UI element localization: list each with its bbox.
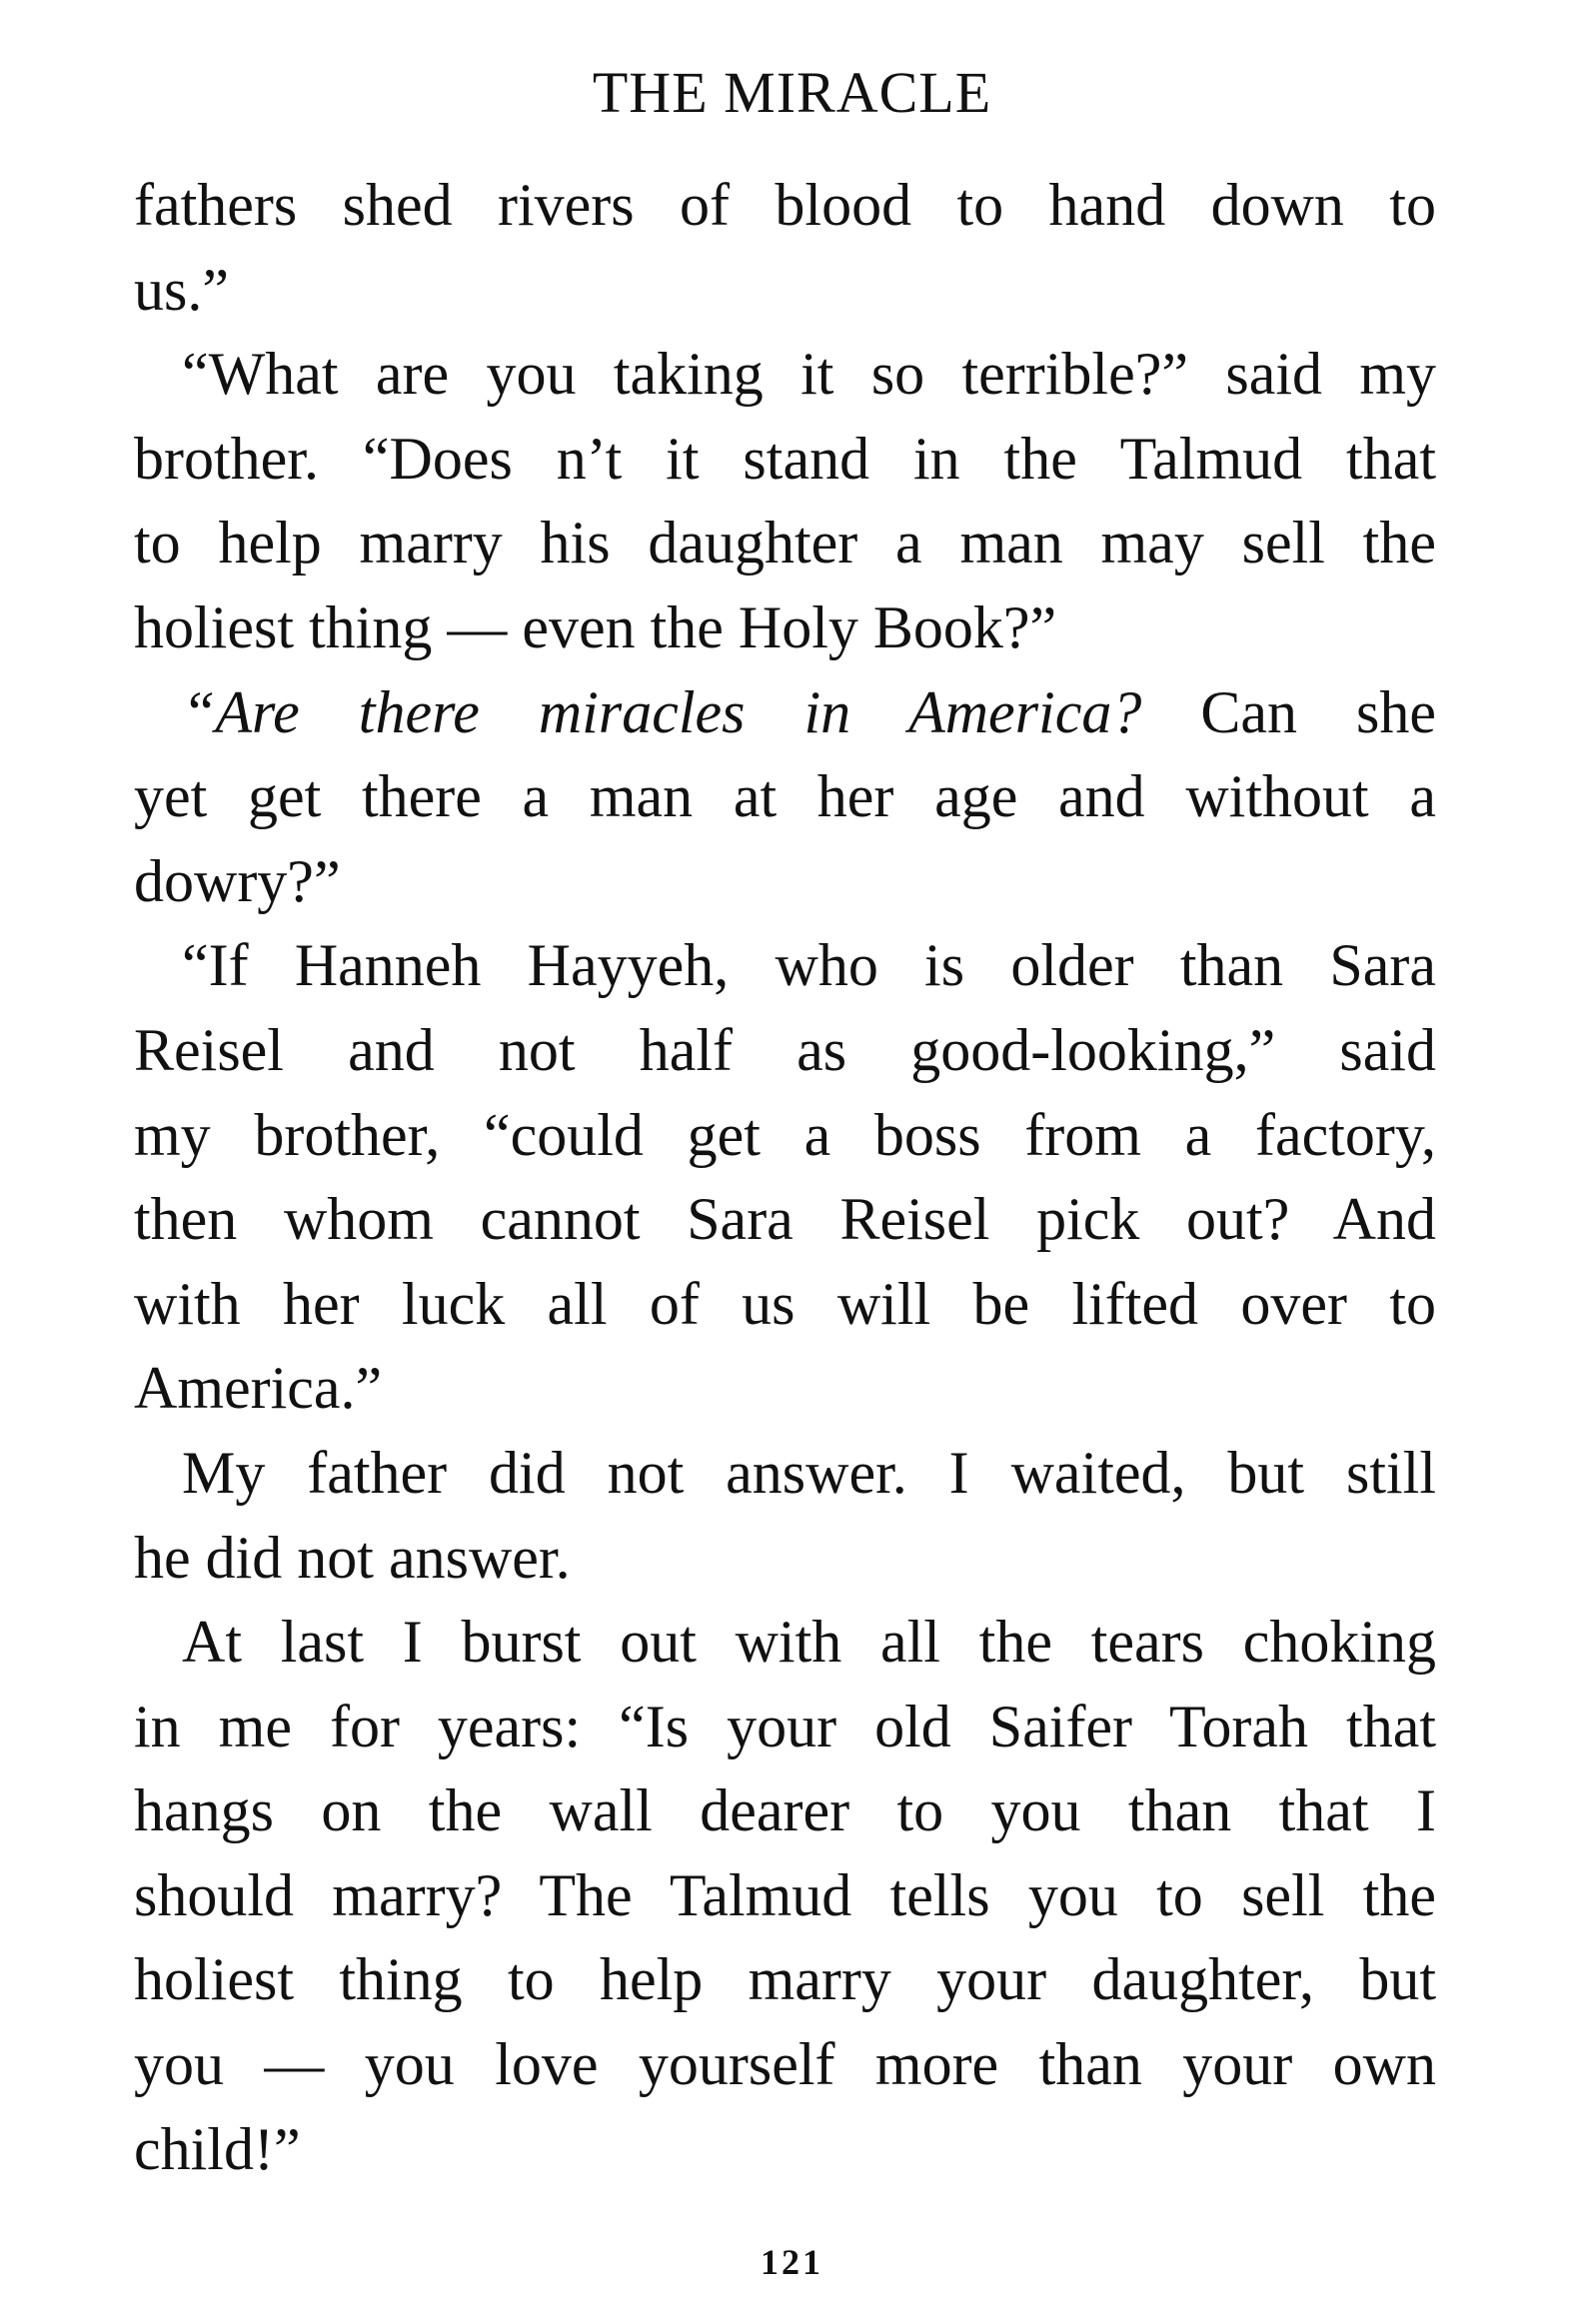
text-line: My father did not answer. I waited, but still <box>182 1439 1436 1506</box>
text-line: in me for years: “Is your old Saifer Torah that <box>134 1693 1436 1759</box>
text-line: then whom cannot Sara Reisel pick out? And <box>134 1186 1436 1253</box>
text-line: should marry? The Talmud tells you to sell the <box>134 1861 1436 1928</box>
text-line: hangs on the wall dearer to you than that I <box>134 1777 1436 1844</box>
text-line: my brother, “could get a boss from a factory, <box>134 1101 1436 1168</box>
text-line: “If Hanneh Hayyeh, who is older than Sara <box>182 932 1436 999</box>
text-line: holiest thing — even the Holy Book?” <box>134 593 1057 660</box>
text-run: Can she <box>1141 678 1436 745</box>
text-line: At last I burst out with all the tears choking <box>182 1609 1436 1676</box>
text-line: “What are you taking it so terrible?” said my <box>182 341 1436 408</box>
text-line: to help marry his daughter a man may sell the <box>134 510 1436 577</box>
text-line: brother. “Does n’t it stand in the Talmud that <box>134 425 1436 492</box>
text-line: yet get there a man at her age and without a <box>134 763 1436 830</box>
text-line: fathers shed rivers of blood to hand down to <box>134 172 1436 238</box>
text-line: child!” <box>134 2115 301 2182</box>
body-text <box>134 163 1436 2191</box>
text-line: you — you love yourself more than your own <box>134 2031 1436 2098</box>
text-line: America.” <box>134 1355 383 1422</box>
text-line-italic <box>134 670 1436 755</box>
page-number: 121 <box>761 2242 823 2282</box>
text-line: us.” <box>134 256 229 323</box>
running-head: THE MIRACLE <box>592 60 992 125</box>
text-line: dowry?” <box>134 847 341 914</box>
text-line: with her luck all of us will be lifted over to <box>134 1270 1436 1337</box>
text-line: Reisel and not half as good-looking,” said <box>134 1016 1436 1083</box>
text-line: holiest thing to help marry your daughter, but <box>134 1946 1436 2013</box>
text-line: he did not answer. <box>134 1524 571 1591</box>
italic-phrase: “Are there miracles in America? <box>182 678 1142 745</box>
